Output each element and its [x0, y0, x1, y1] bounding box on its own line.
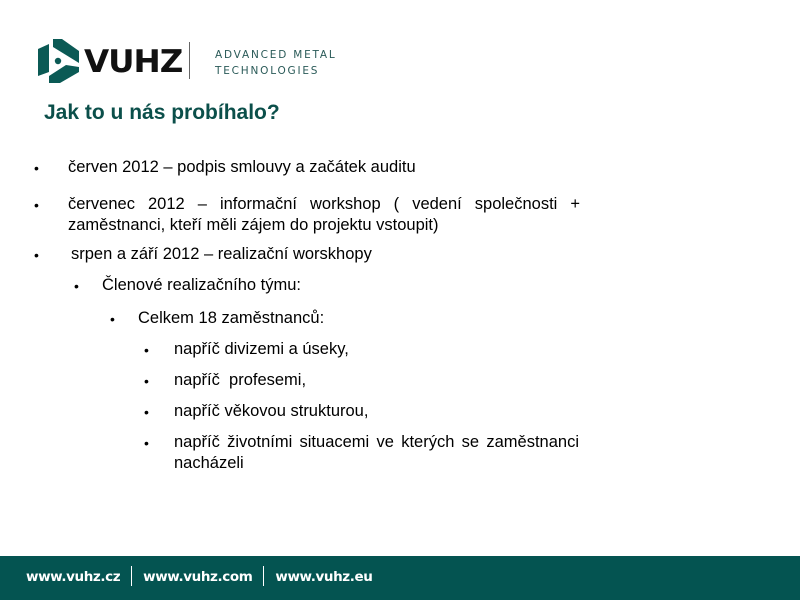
list-item: Členové realizačního týmu:: [102, 276, 302, 294]
footer-link-com[interactable]: www.vuhz.com: [143, 569, 253, 585]
tagline-line-2: TECHNOLOGIES: [215, 65, 320, 77]
list-item: napříč životními situacemi ve kterých se zaměstnanci nacházeli: [174, 433, 579, 472]
list-item: napříč profesemi,: [174, 371, 307, 389]
bullet-icon: •: [74, 278, 79, 294]
logo-wordmark: VUHZ: [84, 44, 183, 80]
bullet-icon: •: [144, 373, 149, 389]
list-item: napříč věkovou strukturou,: [174, 402, 369, 420]
footer-link-cz[interactable]: www.vuhz.cz: [26, 569, 121, 585]
bullet-icon: •: [34, 247, 39, 263]
footer-separator: [263, 566, 264, 586]
list-item: napříč divizemi a úseky,: [174, 340, 349, 358]
list-item: červen 2012 – podpis smlouvy a začátek auditu: [68, 158, 416, 176]
bullet-icon: •: [110, 311, 115, 327]
list-item: červenec 2012 – informační workshop ( vedení společnosti + zaměstnanci, kteří měli zájem do projektu vstoupit): [68, 195, 580, 234]
bullet-icon: •: [144, 404, 149, 420]
footer-separator: [131, 566, 132, 586]
vuhz-logo-icon: [36, 39, 80, 83]
list-item: Celkem 18 zaměstnanců:: [138, 309, 325, 327]
footer-links: [26, 567, 372, 587]
tagline-line-1: ADVANCED METAL: [215, 49, 337, 61]
bullet-icon: •: [34, 160, 39, 176]
slide-title: Jak to u nás probíhalo?: [44, 101, 280, 124]
footer-link-eu[interactable]: www.vuhz.eu: [275, 569, 373, 585]
bullet-icon: •: [34, 197, 39, 213]
logo-tagline: [215, 47, 337, 79]
logo-divider: [189, 42, 190, 79]
bullet-icon: •: [144, 435, 149, 451]
list-item: srpen a září 2012 – realizační worskhopy: [71, 245, 372, 263]
footer-bar: [0, 556, 800, 600]
bullet-icon: •: [144, 342, 149, 358]
